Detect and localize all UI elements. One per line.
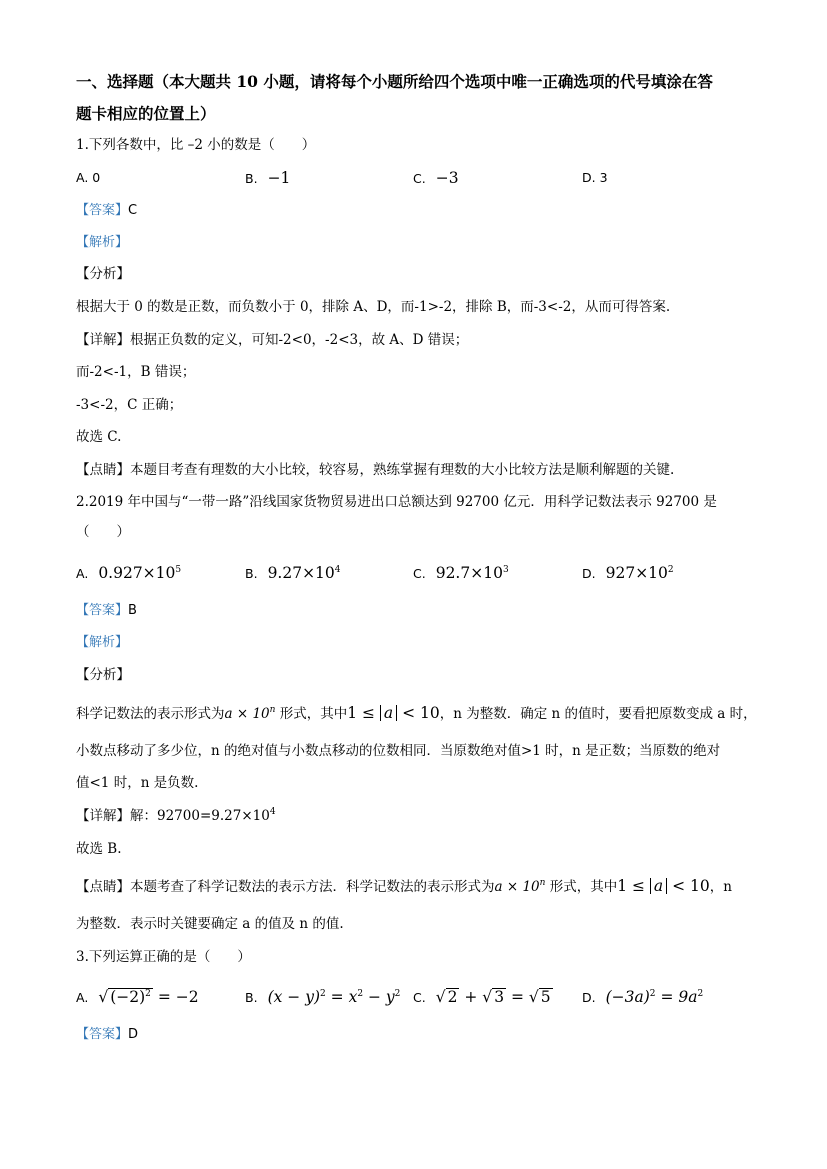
q3-answer-tag: 【答案】 <box>76 1027 129 1042</box>
q1-line3: -3<-2，C 正确； <box>76 397 183 413</box>
q1-answer-tag: 【答案】 <box>76 203 129 218</box>
q2-option-a-label: A. <box>76 566 89 581</box>
q2-jiexi <box>76 632 128 653</box>
q1-xiangjie <box>76 330 468 350</box>
q3-option-c-b: 3 <box>494 988 505 1006</box>
q2-answer-tag: 【答案】 <box>76 603 129 618</box>
q3-option-d-exp2: 2 <box>697 989 704 999</box>
q3-option-c-equals: = √ <box>506 988 539 1006</box>
q3-option-a-radical: √ <box>98 988 109 1006</box>
q2-option-a-base: 0.927×10 <box>98 564 176 582</box>
q3-option-c-plus: + √ <box>459 988 493 1006</box>
q2-stem-line2: （ ） <box>76 524 130 540</box>
q3-option-b-exp2: 2 <box>357 989 364 999</box>
q2-fenxi-n: n <box>269 705 276 715</box>
q2-dianjing-tag: 【点睛】 <box>76 879 130 895</box>
q1-option-d <box>582 167 618 189</box>
q2-option-b <box>245 562 341 585</box>
q2-dianjing-b: 形式，其中 <box>545 879 618 895</box>
q2-fenxi-ineq-right: < 10 <box>397 704 440 722</box>
q3-option-b-exp3: 2 <box>394 989 401 999</box>
q3-option-d-label: D. <box>582 990 596 1005</box>
q2-dianjing-line2: 为整数．表示时关键要确定 a 的值及 n 的值. <box>76 916 344 932</box>
q1-xiangjie-text: 根据正负数的定义，可知-2<0，-2<3，故 A、D 错误； <box>130 332 469 348</box>
q2-dianjing-ineq-right: < 10 <box>667 877 710 895</box>
q2-dianjing-line1 <box>76 876 732 897</box>
q1-line2: 而-2<-1，B 错误； <box>76 364 196 380</box>
q2-option-d <box>582 562 674 585</box>
q2-fenxi-form: a × 10 <box>224 706 270 722</box>
q2-fenxi-a: 科学记数法的表示形式为 <box>76 706 225 722</box>
q1-option-d-label: D. 3 <box>582 170 608 185</box>
q1-xiangjie-tag: 【详解】 <box>76 332 130 348</box>
q1-option-b-label: B. <box>245 171 258 186</box>
q3-option-d-exp: 2 <box>649 989 656 999</box>
q3-option-c-a: 2 <box>447 988 458 1006</box>
q3-option-b-mid: = x <box>325 988 358 1006</box>
q3-option-c-radical-1: √ <box>435 988 446 1006</box>
q2-dianjing-ineq-left: 1 ≤ <box>617 877 650 895</box>
q2-xiangjie-tag: 【详解】 <box>76 808 130 824</box>
q3-option-a-label: A. <box>76 990 89 1005</box>
q1-dianjing-text: 本题目考查有理数的大小比较，较容易，熟练掌握有理数的大小比较方法是顺利解题的关键. <box>130 462 675 478</box>
q2-jiexi-tag: 【解析】 <box>76 635 129 650</box>
q3-option-b-exp: 2 <box>320 989 326 999</box>
q2-option-b-exp: 4 <box>334 565 341 575</box>
q2-xiangjie <box>76 806 276 826</box>
q3-option-a-sqrt <box>108 988 153 1006</box>
q2-xiangjie-exp: 4 <box>269 807 276 817</box>
q2-fenxi-line1 <box>76 703 757 724</box>
q3-stem: 3.下列运算正确的是（ ） <box>76 949 251 965</box>
q1-fenxi-tag: 【分析】 <box>76 266 130 282</box>
q3-option-a <box>76 986 199 1009</box>
q1-option-b <box>245 167 290 190</box>
q2-fenxi-line2: 小数点移动了多少位，n 的绝对值与小数点移动的位数相同．当原数绝对值>1 时，n 是正数；当原数的绝对 <box>76 743 721 759</box>
q2-dianjing-n: n <box>539 878 546 888</box>
q2-dianjing-abs: a <box>650 878 667 894</box>
q3-option-d <box>582 986 703 1009</box>
q2-dianjing-a: 本题考查了科学记数法的表示方法．科学记数法的表示形式为 <box>130 879 495 895</box>
q1-stem: 1.下列各数中，比 –2 小的数是（ ） <box>76 137 316 153</box>
q2-option-d-exp: 2 <box>667 565 674 575</box>
q3-option-b <box>245 986 400 1009</box>
q3-option-c-label: C. <box>413 990 426 1005</box>
q1-dianjing-tag: 【点睛】 <box>76 462 130 478</box>
q2-stem-line1: 2.2019 年中国与“一带一路”沿线国家货物贸易进出口总额达到 92700 亿元．用科学记数法表示 92700 是 <box>76 494 717 510</box>
q2-xiangjie-text: 解：92700=9.27×10 <box>130 808 270 824</box>
q2-answer <box>76 600 137 621</box>
section-heading-line1: 一、选择题（本大题共 10 小题，请将每个小题所给四个选项中唯一正确选项的代号填涂在答 <box>76 72 713 91</box>
q3-answer-value: D <box>128 1027 139 1042</box>
q2-option-b-label: B. <box>245 566 258 581</box>
q1-option-c-math: −3 <box>435 169 459 187</box>
q3-option-c-c: 5 <box>540 988 551 1006</box>
q2-answer-value: B <box>128 603 137 618</box>
q3-option-d-rhs: = 9a <box>655 988 698 1006</box>
q2-dianjing-c: ，n <box>709 879 732 895</box>
q3-option-b-label: B. <box>245 990 258 1005</box>
q3-option-a-inner: (−2) <box>110 988 146 1006</box>
section-heading-line2: 题卡相应的位置上） <box>76 104 216 123</box>
q2-option-d-label: D. <box>582 566 596 581</box>
q2-line4: 故选 B. <box>76 841 122 857</box>
q1-line4: 故选 C. <box>76 429 122 445</box>
q2-option-a <box>76 562 181 585</box>
q1-option-c <box>413 167 459 190</box>
q1-option-c-label: C. <box>413 171 426 186</box>
q1-option-b-math: −1 <box>267 169 291 187</box>
q3-option-c <box>413 986 553 1009</box>
q2-dianjing-form: a × 10 <box>494 879 540 895</box>
q2-fenxi-tag: 【分析】 <box>76 667 130 683</box>
q2-option-c-base: 92.7×10 <box>435 564 503 582</box>
q3-option-d-lhs: (−3a) <box>605 988 650 1006</box>
q1-option-a-label: A. 0 <box>76 170 101 185</box>
q2-fenxi-b: 形式，其中 <box>275 706 348 722</box>
q2-option-c-label: C. <box>413 566 426 581</box>
q2-option-c <box>413 562 509 585</box>
q2-option-b-base: 9.27×10 <box>267 564 335 582</box>
q1-answer <box>76 200 137 221</box>
q1-jiexi-tag: 【解析】 <box>76 235 129 250</box>
q2-option-d-base: 927×10 <box>605 564 668 582</box>
q1-answer-value: C <box>128 203 138 218</box>
q2-fenxi-line3: 值<1 时，n 是负数. <box>76 775 199 791</box>
q3-option-a-exp: 2 <box>145 989 151 999</box>
q3-option-b-lhs: (x − y) <box>267 988 320 1006</box>
q2-fenxi-ineq-left: 1 ≤ <box>347 704 380 722</box>
q3-option-a-rhs: = −2 <box>152 988 199 1006</box>
q1-jiexi <box>76 232 128 253</box>
q1-fenxi-text: 根据大于 0 的数是正数，而负数小于 0，排除 A、D，而-1>-2，排除 B，而-3<-2，从而可得答案. <box>76 299 671 315</box>
q1-dianjing <box>76 460 674 480</box>
q1-option-a <box>76 167 110 189</box>
q3-answer <box>76 1024 138 1045</box>
q3-option-b-rhs: − y <box>363 988 395 1006</box>
q2-fenxi-abs: a <box>380 705 397 721</box>
q2-option-a-exp: 5 <box>175 565 182 575</box>
q2-option-c-exp: 3 <box>502 565 509 575</box>
q2-fenxi-c: ，n 为整数．确定 n 的值时，要看把原数变成 a 时， <box>439 706 757 722</box>
